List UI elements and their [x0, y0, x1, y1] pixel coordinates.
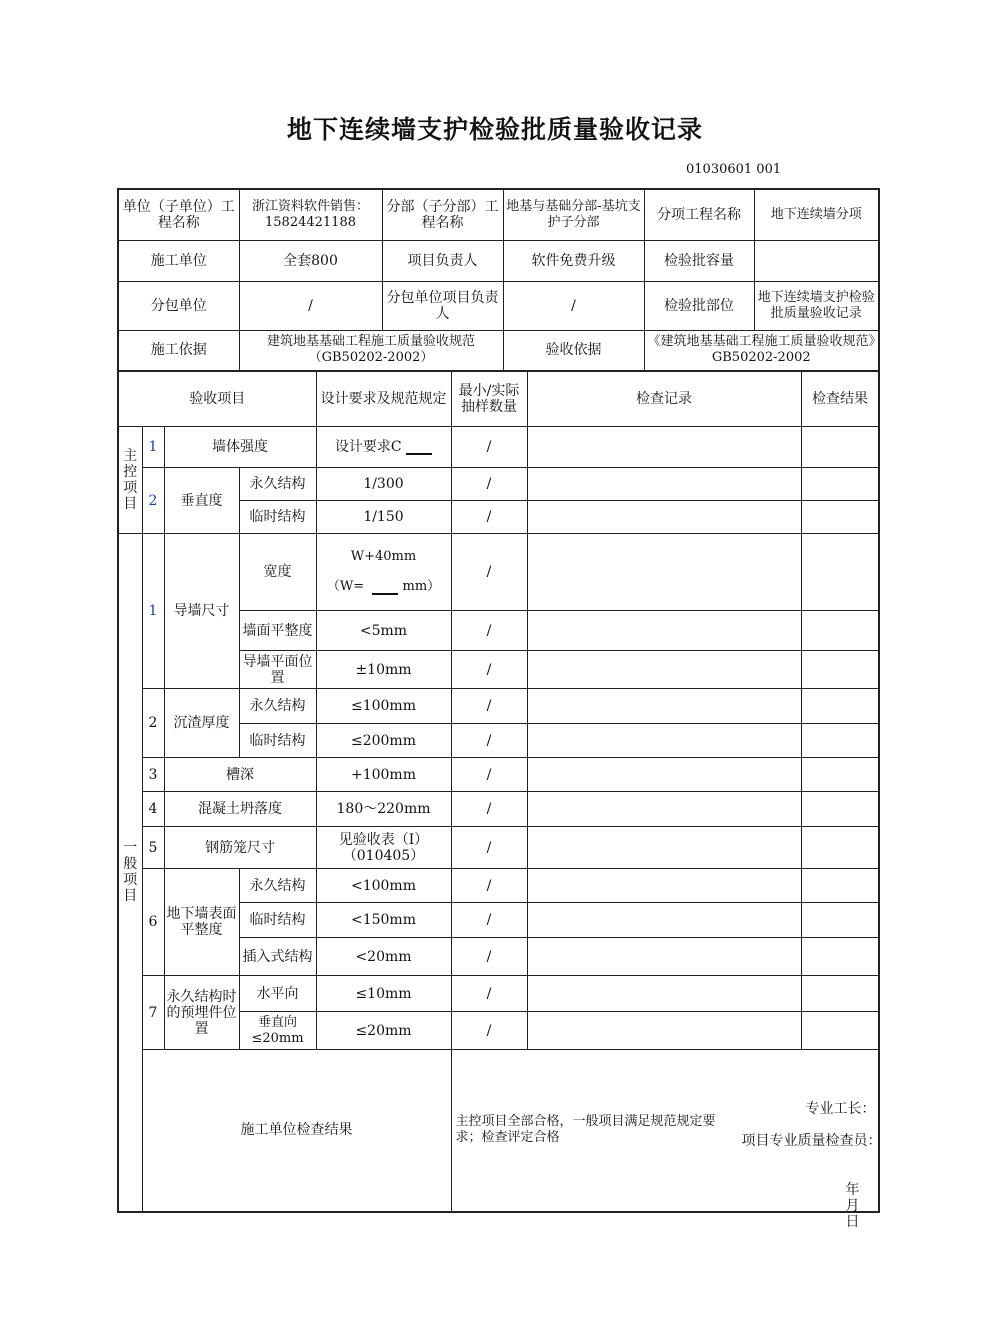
row-record[interactable]: [527, 427, 801, 468]
row-sample: /: [451, 976, 527, 1012]
row-sample: /: [451, 758, 527, 792]
row-record[interactable]: [527, 792, 801, 827]
row-design: 1/300: [316, 468, 451, 501]
col-record: 检查记录: [527, 372, 801, 427]
row-design: 见验收表（Ⅰ）（010405）: [316, 827, 451, 869]
capacity-value: [754, 240, 879, 281]
row-sub: 水平向: [239, 976, 316, 1012]
row-design: <5mm: [316, 611, 451, 651]
row-sub: 插入式结构: [239, 938, 316, 976]
row-sample: /: [451, 611, 527, 651]
manager-value: 软件免费升级: [503, 240, 644, 281]
row-record[interactable]: [527, 869, 801, 903]
row-sub: 导墙平面位置: [239, 651, 316, 689]
main-group: 主控项目: [118, 427, 142, 534]
row-record[interactable]: [527, 1012, 801, 1050]
sub-label: 分包单位: [118, 281, 239, 330]
row-no: 1: [142, 534, 164, 689]
row-design: ≤100mm: [316, 689, 451, 724]
footer-result: [451, 1050, 882, 1230]
basis-value: 建筑地基基础工程施工质量验收规范（GB50202-2002）: [239, 330, 503, 371]
row-record[interactable]: [527, 758, 801, 792]
row-name: 墙体强度: [164, 427, 316, 468]
row-no: 2: [142, 468, 164, 534]
row-no: 1: [142, 427, 164, 468]
row-record[interactable]: [527, 651, 801, 689]
row-sample: /: [451, 534, 527, 611]
row-record[interactable]: [527, 903, 801, 938]
header-table: [117, 188, 880, 372]
row-result[interactable]: [801, 827, 879, 869]
row-sub: 宽度: [239, 534, 316, 611]
row-sample: /: [451, 827, 527, 869]
row-design: ≤20mm: [316, 1012, 451, 1050]
row-result[interactable]: [801, 689, 879, 724]
row-result[interactable]: [801, 468, 879, 501]
row-sub: 临时结构: [239, 724, 316, 758]
row-sub: 临时结构: [239, 903, 316, 938]
general-group: 一般项目: [118, 534, 142, 1212]
col-item: 验收项目: [118, 372, 316, 427]
contractor-value: 全套800: [239, 240, 382, 281]
row-record[interactable]: [527, 468, 801, 501]
footer-conclusion: 主控项目全部合格，一般项目满足规范规定要求；检查评定合格: [455, 1114, 716, 1145]
row-design: ±10mm: [316, 651, 451, 689]
row-result[interactable]: [801, 792, 879, 827]
row-sample: /: [451, 869, 527, 903]
row-design: <20mm: [316, 938, 451, 976]
foreman-label: 专业工长：: [805, 1101, 876, 1117]
accept-label: 验收依据: [503, 330, 644, 371]
row-sample: /: [451, 501, 527, 534]
row-result[interactable]: [801, 724, 879, 758]
row-result[interactable]: [801, 976, 879, 1012]
footer-label: 施工单位检查结果: [142, 1050, 451, 1212]
row-name: 导墙尺寸: [164, 534, 239, 689]
row-record[interactable]: [527, 534, 801, 611]
sub-manager-value: /: [503, 281, 644, 330]
row-no: 7: [142, 976, 164, 1050]
row-sample: /: [451, 792, 527, 827]
unit-value: 浙江资料软件销售：15824421188: [239, 189, 382, 240]
unit-label: 单位（子单位）工程名称: [118, 189, 239, 240]
subitem-label: 分项工程名称: [644, 189, 754, 240]
row-design: ≤10mm: [316, 976, 451, 1012]
row-sample: /: [451, 724, 527, 758]
row-result[interactable]: [801, 1012, 879, 1050]
inspector-label: 项目专业质量检查员：: [741, 1133, 882, 1149]
row-result[interactable]: [801, 611, 879, 651]
form-code: 01030601 001: [686, 162, 782, 177]
row-design: 设计要求C: [316, 427, 451, 468]
manager-label: 项目负责人: [382, 240, 503, 281]
row-name: 沉渣厚度: [164, 689, 239, 758]
row-sample: /: [451, 1012, 527, 1050]
col-result: 检查结果: [801, 372, 879, 427]
sub-value: /: [239, 281, 382, 330]
part-label: 检验批部位: [644, 281, 754, 330]
row-result[interactable]: [801, 651, 879, 689]
row-no: 6: [142, 869, 164, 976]
row-sample: /: [451, 689, 527, 724]
row-name: 垂直度: [164, 468, 239, 534]
accept-value: 《建筑地基基础工程施工质量验收规范》GB50202-2002: [644, 330, 879, 371]
row-record[interactable]: [527, 611, 801, 651]
row-name: 永久结构时的预埋件位置: [164, 976, 239, 1050]
row-sample: /: [451, 651, 527, 689]
col-sample: 最小/实际抽样数量: [451, 372, 527, 427]
capacity-label: 检验批容量: [644, 240, 754, 281]
row-sub: 临时结构: [239, 501, 316, 534]
row-record[interactable]: [527, 501, 801, 534]
row-design: ≤200mm: [316, 724, 451, 758]
row-name: 槽深: [164, 758, 316, 792]
row-sample: /: [451, 938, 527, 976]
row-no: 3: [142, 758, 164, 792]
row-no: 4: [142, 792, 164, 827]
row-no: 5: [142, 827, 164, 869]
row-result[interactable]: [801, 869, 879, 903]
row-design: +100mm: [316, 758, 451, 792]
row-sub: 墙面平整度: [239, 611, 316, 651]
row-result[interactable]: [801, 938, 879, 976]
col-design: 设计要求及规范规定: [316, 372, 451, 427]
row-design: 180～220mm: [316, 792, 451, 827]
division-label: 分部（子分部）工程名称: [382, 189, 503, 240]
row-sample: /: [451, 427, 527, 468]
contractor-label: 施工单位: [118, 240, 239, 281]
row-sub: 垂直向≤20mm: [239, 1012, 316, 1050]
row-sample: /: [451, 468, 527, 501]
inspection-table: [117, 371, 882, 1230]
row-name: 混凝土坍落度: [164, 792, 316, 827]
part-value: 地下连续墙支护检验批质量验收记录: [754, 281, 879, 330]
division-value: 地基与基础分部-基坑支护子分部: [503, 189, 644, 240]
row-sub: 永久结构: [239, 689, 316, 724]
row-record[interactable]: [527, 938, 801, 976]
row-design: <150mm: [316, 903, 451, 938]
row-result[interactable]: [801, 501, 879, 534]
subitem-value: 地下连续墙分项: [754, 189, 879, 240]
basis-label: 施工依据: [118, 330, 239, 371]
row-name: 钢筋笼尺寸: [164, 827, 316, 869]
sub-manager-label: 分包单位项目负责人: [382, 281, 503, 330]
row-design: W+40mm （W= mm）: [316, 534, 451, 611]
row-result[interactable]: [801, 758, 879, 792]
row-sub: 永久结构: [239, 468, 316, 501]
row-sub: 永久结构: [239, 869, 316, 903]
row-name: 地下墙表面平整度: [164, 869, 239, 976]
page-title: 地下连续墙支护检验批质量验收记录: [286, 115, 703, 144]
row-record[interactable]: [527, 724, 801, 758]
row-sample: /: [451, 903, 527, 938]
row-design: <100mm: [316, 869, 451, 903]
date-label: 年 月 日: [845, 1182, 874, 1230]
row-design: 1/150: [316, 501, 451, 534]
row-no: 2: [142, 689, 164, 758]
row-record[interactable]: [527, 827, 801, 869]
row-record[interactable]: [527, 976, 801, 1012]
row-record[interactable]: [527, 689, 801, 724]
row-result[interactable]: [801, 534, 879, 611]
row-result[interactable]: [801, 903, 879, 938]
row-result[interactable]: [801, 427, 879, 468]
